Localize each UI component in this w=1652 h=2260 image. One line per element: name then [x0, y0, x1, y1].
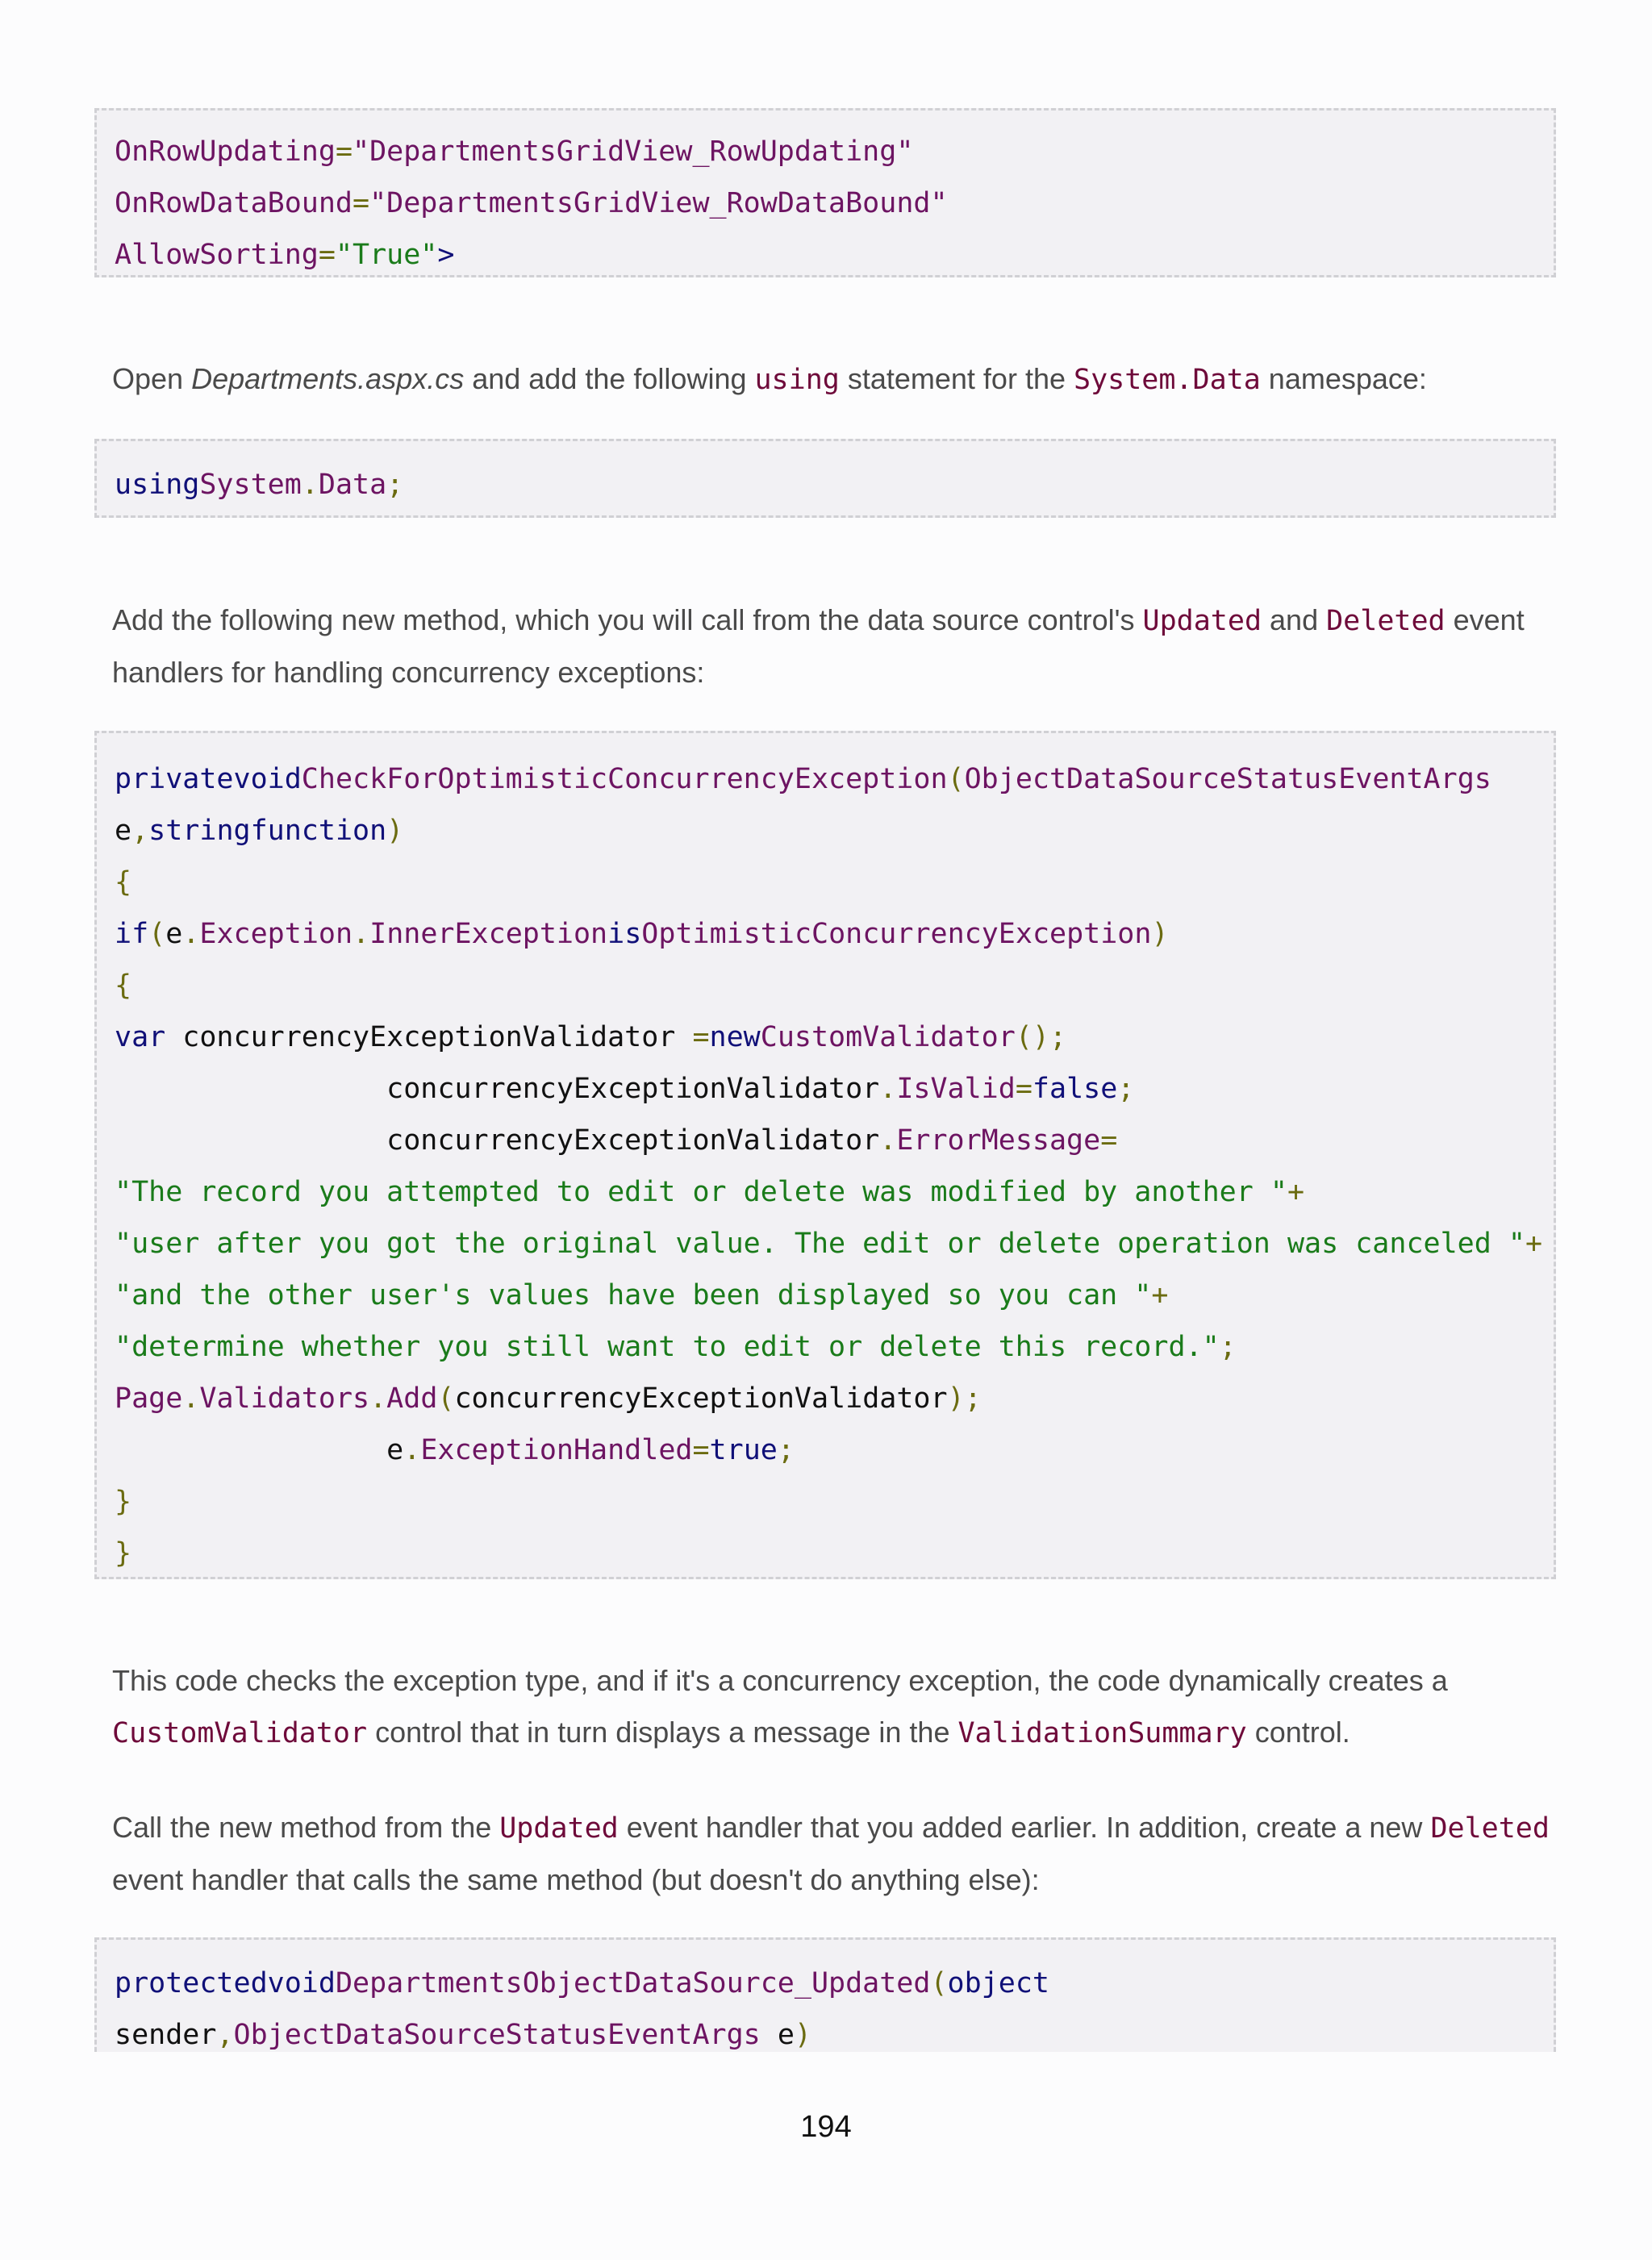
text: and add the following [464, 362, 755, 395]
code-operator: ); [947, 1382, 982, 1415]
code-identifier: e [115, 815, 132, 847]
code-operator: = [1100, 1124, 1118, 1157]
text: Add the following new method, which you will call from the data source control's [112, 603, 1143, 636]
text: control. [1246, 1716, 1350, 1749]
code-operator: + [1525, 1228, 1543, 1260]
text: This code checks the exception type, and if it's a concurrency exception, the code dynamically creates a [112, 1664, 1448, 1697]
inline-code: System.Data [1074, 364, 1261, 396]
code-operator: . [879, 1124, 897, 1157]
code-line [115, 1218, 1554, 1270]
inline-code: Updated [1142, 605, 1262, 637]
code-member: IsValid [896, 1073, 1016, 1105]
code-string: "DepartmentsGridView_RowDataBound" [369, 187, 948, 219]
code-line [115, 857, 1554, 908]
code-keyword: var [115, 1021, 166, 1053]
code-operator: , [131, 815, 149, 847]
code-operator: = [335, 136, 353, 168]
code-line [115, 229, 1554, 277]
code-member: Validators [199, 1382, 370, 1415]
text: namespace: [1260, 362, 1427, 395]
code-brace: } [115, 1537, 132, 1570]
code-operator: = [1015, 1073, 1032, 1105]
code-line [115, 126, 1554, 177]
code-operator: . [403, 1434, 421, 1466]
code-brace: { [115, 866, 132, 899]
code-indent [115, 1434, 386, 1466]
code-keyword: true [709, 1434, 778, 1466]
code-brace: { [115, 969, 132, 1002]
code-member: InnerException [369, 918, 608, 950]
code-operator: . [369, 1382, 387, 1415]
code-keyword: privatevoid [115, 763, 302, 795]
code-method-name: DepartmentsObjectDataSource_Updated [335, 1967, 931, 1999]
code-member: Page [115, 1382, 183, 1415]
code-identifier: concurrencyExceptionValidator [165, 1021, 693, 1053]
code-line [115, 805, 1554, 857]
code-attribute: AllowSorting [115, 239, 319, 271]
code-line [115, 1270, 1554, 1321]
text: Open [112, 362, 192, 395]
code-method-name: CheckForOptimisticConcurrencyException [301, 763, 948, 795]
code-string: "True" [335, 239, 438, 271]
code-identifier: e [165, 918, 183, 950]
code-operator: ; [386, 469, 404, 501]
code-operator: ; [1117, 1073, 1135, 1105]
code-keyword: stringfunction [148, 815, 387, 847]
code-operator: . [353, 918, 370, 950]
inline-code: Deleted [1326, 605, 1446, 637]
code-keyword: new [709, 1021, 761, 1053]
code-identifier: e [386, 1434, 404, 1466]
text: event handlers for handling concurrency exceptions: [112, 603, 1525, 689]
inline-code: Deleted [1430, 1812, 1550, 1845]
code-line [115, 1115, 1554, 1166]
code-block-using [94, 439, 1556, 518]
code-identifier: concurrencyExceptionValidator [386, 1124, 880, 1157]
code-operator: ( [947, 763, 965, 795]
code-keyword: using [115, 469, 200, 501]
file-name: Departments.aspx.cs [191, 362, 465, 395]
code-line [115, 1063, 1554, 1115]
text: event handler that calls the same method (but doesn't do anything else): [112, 1863, 1040, 1896]
code-identifier: concurrencyExceptionValidator [386, 1073, 880, 1105]
code-operator: + [1287, 1176, 1305, 1208]
code-string: "user after you got the original value. The edit or delete operation was canceled " [115, 1228, 1525, 1260]
code-keyword: protectedvoid [115, 1967, 336, 1999]
text: statement for the [839, 362, 1074, 395]
code-operator: ) [386, 815, 404, 847]
code-operator: . [879, 1073, 897, 1105]
code-keyword: if [115, 918, 149, 950]
code-operator: + [1151, 1279, 1169, 1311]
code-attribute: OnRowDataBound [115, 187, 353, 219]
code-line [115, 960, 1554, 1011]
code-operator: = [318, 239, 336, 271]
code-line [115, 1321, 1554, 1373]
code-member: Add [386, 1382, 438, 1415]
paragraph-add-method [112, 594, 1556, 698]
code-line [115, 753, 1554, 805]
code-brace: } [115, 1486, 132, 1518]
text: Call the new method from the [112, 1811, 500, 1844]
code-line [115, 177, 1554, 229]
text: event handler that you added earlier. In addition, create a new [618, 1811, 1431, 1844]
code-line [115, 1011, 1554, 1063]
paragraph-code-explanation [112, 1655, 1556, 1759]
code-type: ObjectDataSourceStatusEventArgs [964, 763, 1491, 795]
code-line [115, 908, 1554, 960]
code-type: ObjectDataSourceStatusEventArgs [233, 2019, 761, 2051]
code-string: "The record you attempted to edit or delete was modified by another " [115, 1176, 1287, 1208]
code-type: CustomValidator [760, 1021, 1016, 1053]
code-operator: ( [148, 918, 166, 950]
inline-code: using [754, 364, 840, 396]
code-line [115, 459, 1554, 511]
inline-code: CustomValidator [112, 1717, 368, 1749]
code-operator: . [301, 469, 319, 501]
code-identifier: sender [115, 2019, 217, 2051]
code-identifier: concurrencyExceptionValidator [454, 1382, 948, 1415]
code-member: ErrorMessage [896, 1124, 1101, 1157]
code-operator: = [692, 1434, 710, 1466]
inline-code: ValidationSummary [957, 1717, 1247, 1749]
code-operator: = [353, 187, 370, 219]
code-line [115, 1424, 1554, 1476]
code-keyword: is [607, 918, 642, 950]
code-operator: . [182, 918, 200, 950]
code-keyword: false [1032, 1073, 1118, 1105]
code-block-gridview-attributes [94, 108, 1556, 277]
code-operator: ) [794, 2019, 811, 2051]
code-attribute: OnRowUpdating [115, 136, 336, 168]
text: control that in turn displays a message in the [367, 1716, 958, 1749]
code-indent [115, 1073, 386, 1105]
code-block-check-method [94, 731, 1556, 1579]
code-string: "and the other user's values have been displayed so you can " [115, 1279, 1152, 1311]
code-line [115, 1476, 1554, 1528]
code-keyword: object [947, 1967, 1049, 1999]
code-tag-end: > [437, 239, 455, 271]
code-string: "determine whether you still want to edit or delete this record." [115, 1331, 1220, 1363]
code-operator: , [216, 2019, 234, 2051]
code-type: OptimisticConcurrencyException [641, 918, 1152, 950]
code-operator: ; [1219, 1331, 1237, 1363]
code-operator: (); [1015, 1021, 1067, 1053]
inline-code: Updated [499, 1812, 619, 1845]
code-member: ExceptionHandled [420, 1434, 693, 1466]
code-operator: ( [437, 1382, 455, 1415]
code-operator: ) [1151, 918, 1169, 950]
code-indent [115, 1124, 386, 1157]
code-line [115, 1373, 1554, 1424]
page-number: 194 [800, 2110, 852, 2144]
code-operator: = [692, 1021, 710, 1053]
paragraph-call-method [112, 1802, 1556, 1906]
code-line [115, 1958, 1554, 2009]
code-operator: ( [930, 1967, 948, 1999]
text: and [1262, 603, 1327, 636]
code-namespace: Data [318, 469, 387, 501]
code-string: "DepartmentsGridView_RowUpdating" [353, 136, 914, 168]
code-operator: . [182, 1382, 200, 1415]
paragraph-open-file [112, 353, 1556, 406]
code-member: Exception [199, 918, 353, 950]
code-operator: ; [777, 1434, 795, 1466]
code-block-updated-handler [94, 1937, 1556, 2052]
code-identifier: e [760, 2019, 795, 2051]
code-line [115, 1166, 1554, 1218]
code-line [115, 1528, 1554, 1579]
code-namespace: System [199, 469, 302, 501]
code-line [115, 2009, 1554, 2052]
